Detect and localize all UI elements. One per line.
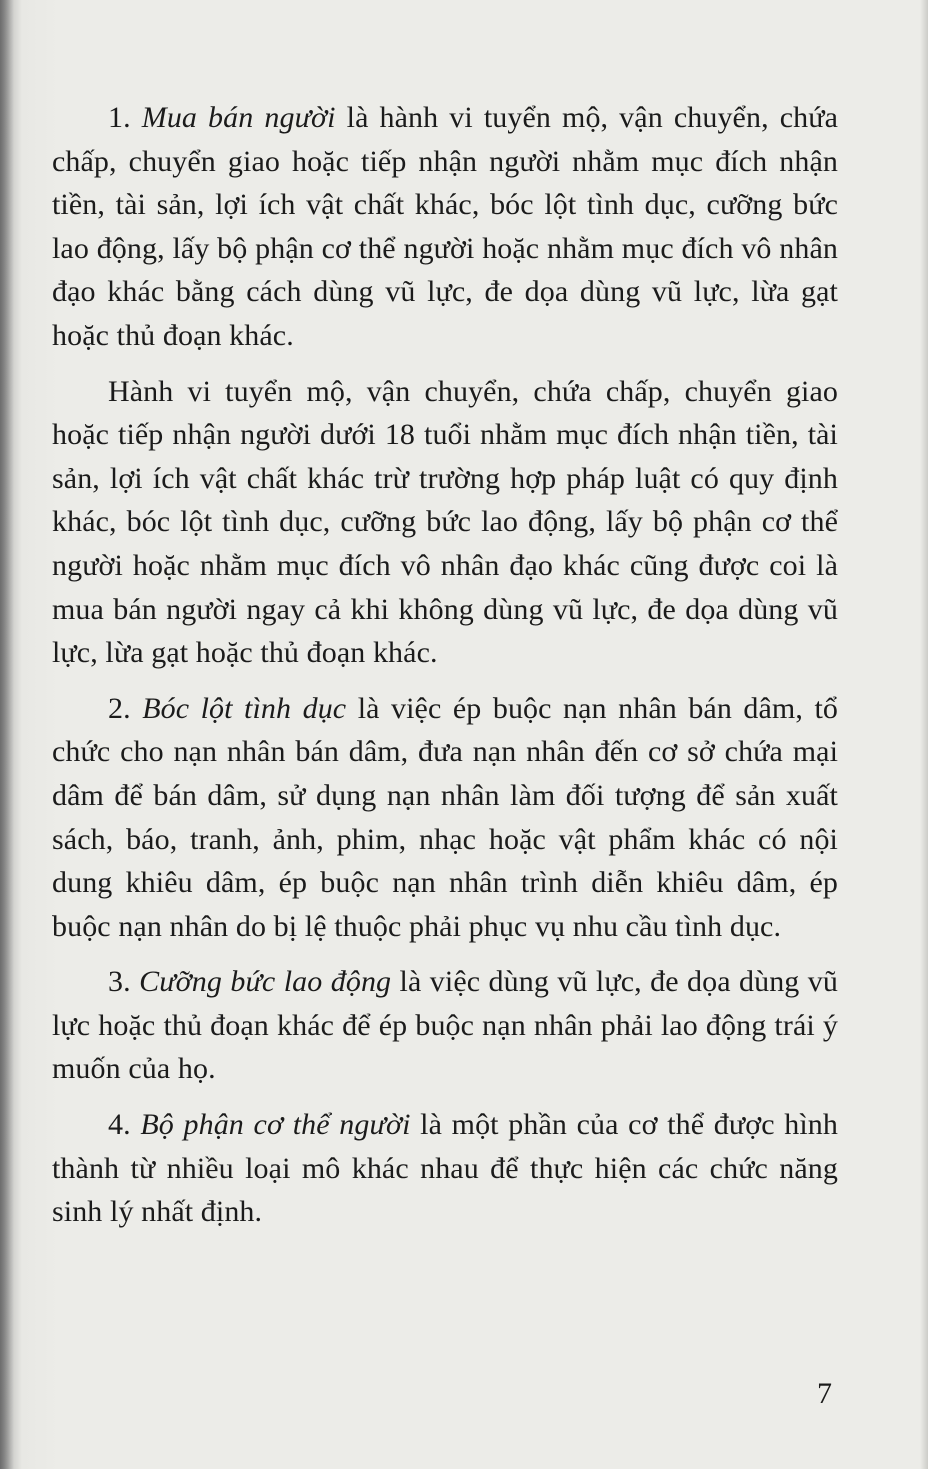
paragraph-4-definition: là việc dùng vũ lực, đe dọa dùng vũ lực hoặc thủ đoạn khác để ép buộc nạn nhân phải lao động trái ý muốn của họ.	[52, 965, 838, 1086]
paragraph-5-definition: là một phần của cơ thể được hình thành từ nhiều loại mô khác nhau để thực hiện các chức năng sinh lý nhất định.	[52, 1108, 838, 1229]
term-cuong-buc-lao-dong: Cưỡng bức lao động	[139, 965, 392, 999]
paragraph-3	[52, 687, 838, 949]
paragraph-1-definition: là hành vi tuyển mộ, vận chuyển, chứa chấp, chuyển giao hoặc tiếp nhận người nhằm mục đích nhận tiền, tài sản, lợi ích vật chất khác, bóc lột tình dục, cưỡng bức lao động, lấy bộ phận cơ thể người hoặc nhằm mục đích vô nhân đạo khác bằng cách dùng vũ lực, đe dọa dùng vũ lực, lừa gạt hoặc thủ đoạn khác.	[52, 101, 838, 352]
binding-shadow	[0, 0, 14, 1469]
body-text	[52, 96, 838, 1246]
page-edge	[920, 0, 928, 1469]
paragraph-1-number: 1.	[108, 101, 142, 134]
term-mua-ban-nguoi: Mua bán người	[141, 101, 336, 134]
page-number: 7	[817, 1377, 832, 1410]
paragraph-2-text: Hành vi tuyển mộ, vận chuyển, chứa chấp, chuyển giao hoặc tiếp nhận người dưới 18 tuổi nhằm mục đích nhận tiền, tài sản, lợi ích vật chất khác trừ trường hợp pháp luật có quy định khác, bóc lột tình dục, cưỡng bức lao động, lấy bộ phận cơ thể người hoặc nhằm mục đích vô nhân đạo khác cũng được coi là mua bán người ngay cả khi không dùng vũ lực, đe dọa dùng vũ lực, lừa gạt hoặc thủ đoạn khác.	[52, 374, 838, 670]
paragraph-3-number: 2.	[108, 691, 143, 725]
term-boc-lot-tinh-duc: Bóc lột tình dục	[142, 691, 347, 725]
paragraph-1	[52, 96, 838, 358]
paragraph-4-number: 3.	[108, 965, 140, 999]
paragraph-4	[52, 960, 838, 1091]
paragraph-5-number: 4.	[108, 1108, 141, 1142]
paragraph-5	[52, 1103, 838, 1234]
paragraph-2	[52, 370, 838, 675]
paragraph-3-definition: là việc ép buộc nạn nhân bán dâm, tổ chức cho nạn nhân bán dâm, đưa nạn nhân đến cơ sở chứa mại dâm để bán dâm, sử dụng nạn nhân làm đối tượng để sản xuất sách, báo, tranh, ảnh, phim, nhạc hoặc vật phẩm khác có nội dung khiêu dâm, ép buộc nạn nhân trình diễn khiêu dâm, ép buộc nạn nhân do bị lệ thuộc phải phục vụ nhu cầu tình dục.	[52, 691, 838, 943]
term-bo-phan-co-the-nguoi: Bộ phận cơ thể người	[140, 1108, 411, 1142]
